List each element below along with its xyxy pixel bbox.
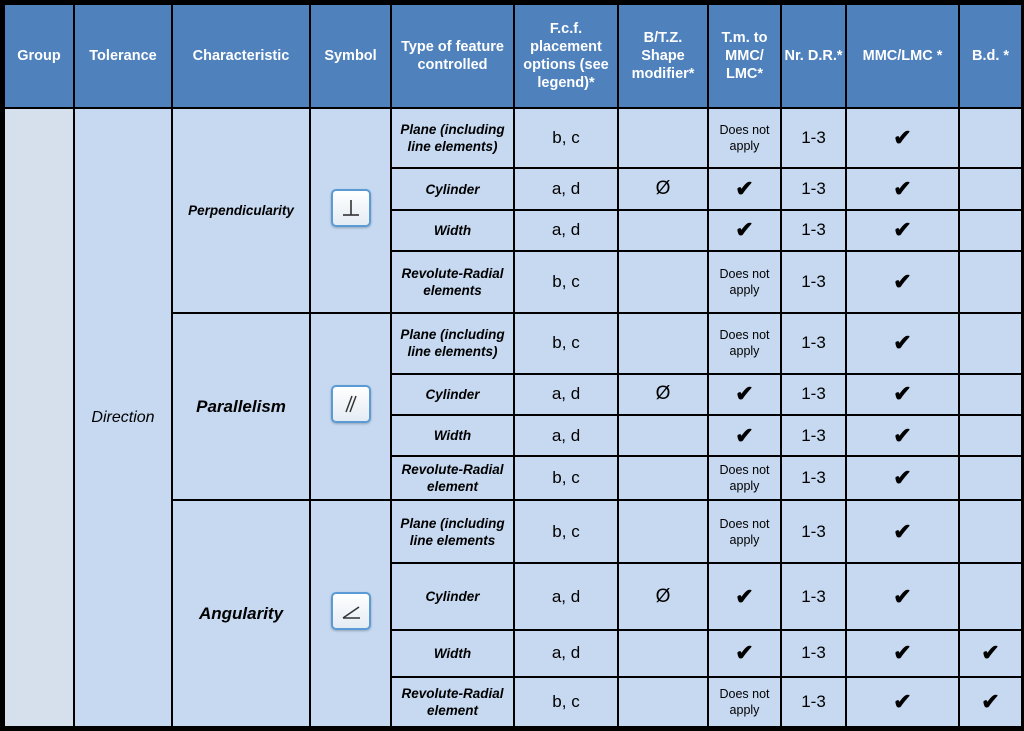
bd-cell — [959, 374, 1022, 415]
mmc-cell: ✔ — [846, 563, 959, 630]
tm-cell: ✔ — [708, 415, 781, 456]
dr-cell: 1-3 — [781, 456, 846, 500]
fcf-options-cell: a, d — [514, 374, 618, 415]
mmc-cell: ✔ — [846, 500, 959, 562]
dr-cell: 1-3 — [781, 251, 846, 313]
bd-cell — [959, 108, 1022, 168]
fcf-options-cell: a, d — [514, 210, 618, 251]
tm-cell: ✔ — [708, 630, 781, 676]
group-cell — [4, 108, 74, 727]
symbol-cell — [310, 313, 391, 500]
bd-cell — [959, 456, 1022, 500]
dr-cell: 1-3 — [781, 500, 846, 562]
dr-cell: 1-3 — [781, 374, 846, 415]
feature-type-cell: Width — [391, 630, 514, 676]
feature-type-cell: Cylinder — [391, 168, 514, 209]
shape-modifier-cell: Ø — [618, 563, 708, 630]
shape-modifier-cell — [618, 677, 708, 727]
tm-cell: Does not apply — [708, 456, 781, 500]
header-feature-type: Type of feature controlled — [391, 4, 514, 108]
header-tm: T.m. to MMC/ LMC* — [708, 4, 781, 108]
tm-cell: ✔ — [708, 563, 781, 630]
characteristic-cell: Angularity — [172, 500, 310, 727]
header-dr: Nr. D.R.* — [781, 4, 846, 108]
bd-cell — [959, 210, 1022, 251]
mmc-cell: ✔ — [846, 313, 959, 373]
tm-cell: ✔ — [708, 168, 781, 209]
feature-type-cell: Revolute-Radial elements — [391, 251, 514, 313]
bd-cell — [959, 313, 1022, 373]
symbol-cell — [310, 500, 391, 727]
fcf-options-cell: b, c — [514, 500, 618, 562]
characteristic-cell: Perpendicularity — [172, 108, 310, 313]
tm-cell: ✔ — [708, 374, 781, 415]
feature-type-cell: Plane (including line elements — [391, 500, 514, 562]
dr-cell: 1-3 — [781, 108, 846, 168]
angularity-icon — [331, 592, 371, 630]
shape-modifier-cell: Ø — [618, 374, 708, 415]
bd-cell — [959, 168, 1022, 209]
table-body — [4, 108, 1022, 727]
bd-cell: ✔ — [959, 630, 1022, 676]
tm-cell: Does not apply — [708, 500, 781, 562]
shape-modifier-cell — [618, 313, 708, 373]
fcf-options-cell: a, d — [514, 630, 618, 676]
mmc-cell: ✔ — [846, 251, 959, 313]
header-characteristic: Characteristic — [172, 4, 310, 108]
mmc-cell: ✔ — [846, 415, 959, 456]
mmc-cell: ✔ — [846, 677, 959, 727]
tm-cell: ✔ — [708, 210, 781, 251]
feature-type-cell: Plane (including line elements) — [391, 108, 514, 168]
tm-cell: Does not apply — [708, 108, 781, 168]
dr-cell: 1-3 — [781, 210, 846, 251]
bd-cell — [959, 415, 1022, 456]
dr-cell: 1-3 — [781, 415, 846, 456]
bd-cell — [959, 500, 1022, 562]
mmc-cell: ✔ — [846, 456, 959, 500]
mmc-cell: ✔ — [846, 210, 959, 251]
fcf-options-cell: b, c — [514, 251, 618, 313]
symbol-cell — [310, 108, 391, 313]
header-shape-modifier: B/T.Z. Shape modifier* — [618, 4, 708, 108]
fcf-options-cell: b, c — [514, 313, 618, 373]
shape-modifier-cell — [618, 630, 708, 676]
table-row — [4, 108, 1022, 168]
feature-type-cell: Cylinder — [391, 563, 514, 630]
shape-modifier-cell — [618, 108, 708, 168]
tm-cell: Does not apply — [708, 313, 781, 373]
dr-cell: 1-3 — [781, 313, 846, 373]
header-bd: B.d. * — [959, 4, 1022, 108]
tm-cell: Does not apply — [708, 677, 781, 727]
header-group: Group — [4, 4, 74, 108]
shape-modifier-cell — [618, 415, 708, 456]
mmc-cell: ✔ — [846, 168, 959, 209]
characteristic-cell: Parallelism — [172, 313, 310, 500]
feature-type-cell: Width — [391, 415, 514, 456]
shape-modifier-cell — [618, 251, 708, 313]
bd-cell — [959, 563, 1022, 630]
bd-cell — [959, 251, 1022, 313]
header-row — [4, 4, 1022, 108]
header-tolerance: Tolerance — [74, 4, 172, 108]
perpendicularity-icon — [331, 189, 371, 227]
feature-type-cell: Plane (including line elements) — [391, 313, 514, 373]
bd-cell: ✔ — [959, 677, 1022, 727]
feature-type-cell: Revolute-Radial element — [391, 677, 514, 727]
dr-cell: 1-3 — [781, 630, 846, 676]
fcf-options-cell: a, d — [514, 563, 618, 630]
fcf-options-cell: b, c — [514, 108, 618, 168]
tm-cell: Does not apply — [708, 251, 781, 313]
mmc-cell: ✔ — [846, 374, 959, 415]
dr-cell: 1-3 — [781, 563, 846, 630]
shape-modifier-cell — [618, 456, 708, 500]
fcf-options-cell: b, c — [514, 677, 618, 727]
dr-cell: 1-3 — [781, 677, 846, 727]
fcf-options-cell: b, c — [514, 456, 618, 500]
fcf-options-cell: a, d — [514, 168, 618, 209]
feature-type-cell: Width — [391, 210, 514, 251]
fcf-options-cell: a, d — [514, 415, 618, 456]
tolerance-table — [3, 3, 1023, 728]
header-fcf-options: F.c.f. placement options (see legend)* — [514, 4, 618, 108]
mmc-cell: ✔ — [846, 108, 959, 168]
feature-type-cell: Revolute-Radial element — [391, 456, 514, 500]
header-symbol: Symbol — [310, 4, 391, 108]
dr-cell: 1-3 — [781, 168, 846, 209]
tolerance-cell: Direction — [74, 108, 172, 727]
shape-modifier-cell: Ø — [618, 168, 708, 209]
shape-modifier-cell — [618, 500, 708, 562]
header-mmc: MMC/LMC * — [846, 4, 959, 108]
shape-modifier-cell — [618, 210, 708, 251]
feature-type-cell: Cylinder — [391, 374, 514, 415]
parallelism-icon — [331, 385, 371, 423]
mmc-cell: ✔ — [846, 630, 959, 676]
